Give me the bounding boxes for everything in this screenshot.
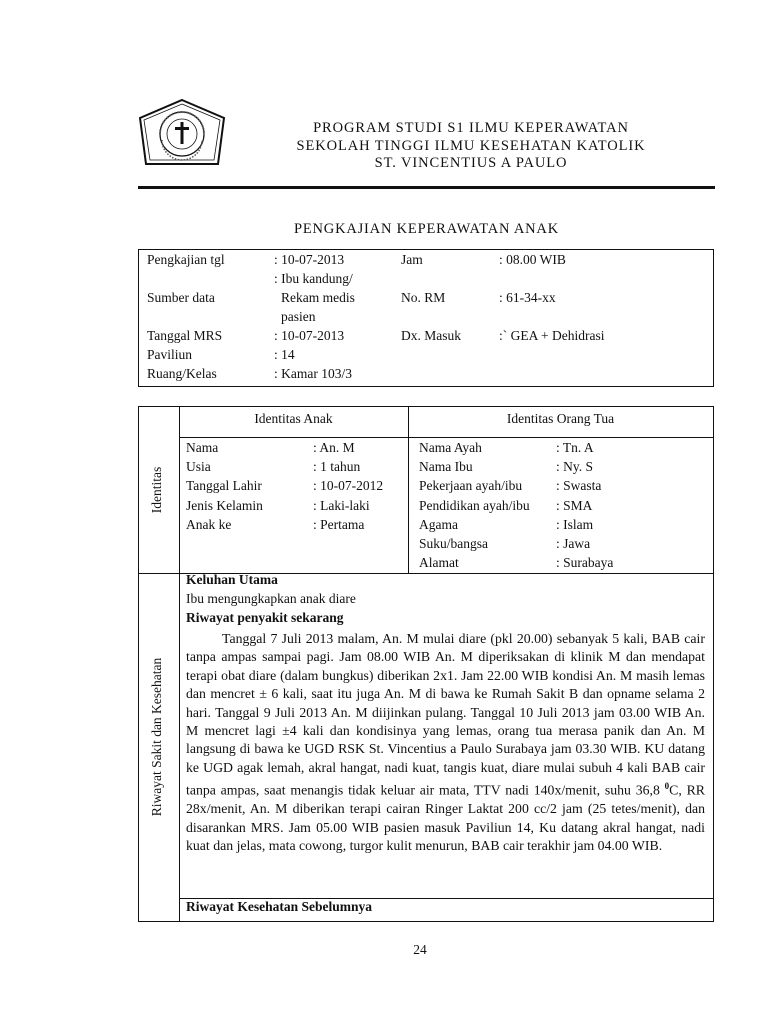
ortu-label-alamat: Alamat <box>419 555 459 570</box>
ortu-value-pendidikan: : SMA <box>556 498 593 513</box>
page-number: 24 <box>413 942 427 957</box>
ortu-value-nama-ibu: : Ny. S <box>556 459 594 474</box>
ortu-label-nama-ayah: Nama Ayah <box>419 440 482 455</box>
ortu-label-suku: Suku/bangsa <box>419 536 488 551</box>
header-rule <box>138 186 715 189</box>
paviliun-value: : 14 <box>274 347 295 362</box>
ortu-label-pendidikan: Pendidikan ayah/ibu <box>419 498 530 513</box>
sumber-value-3: pasien <box>281 309 316 324</box>
ortu-label-pekerjaan: Pekerjaan ayah/ibu <box>419 478 523 493</box>
anak-value-nama: : An. M <box>313 440 355 455</box>
sekarang-text-b: C, RR 28x/menit, An. M diberikan terapi cairan Ringer Laktat 200 cc/2 jam (25 tetes/menit), dan disarankan MRS. Jam 05.00 WIB pasien masuk Paviliun 14, Ku datang akral hangat, nadi kuat dan jelas, mata cowong, turgor kulit menurun, BAB cair terakhir jam 04.00 WIB. <box>186 782 705 854</box>
jam-value: : 08.00 WIB <box>499 252 566 267</box>
dx-label: Dx. Masuk <box>401 328 461 343</box>
sebelumnya-heading: Riwayat Kesehatan Sebelumnya <box>186 899 373 914</box>
keluhan-heading: Keluhan Utama <box>186 572 278 587</box>
keluhan-text: Ibu mengungkapkan anak diare <box>186 591 356 606</box>
sekarang-heading: Riwayat penyakit sekarang <box>186 610 344 625</box>
ruang-label: Ruang/Kelas <box>147 366 217 381</box>
ortu-value-pekerjaan: : Swasta <box>556 478 602 493</box>
anak-label-usia: Usia <box>186 459 211 474</box>
ortu-value-suku: : Jawa <box>556 536 591 551</box>
riwayat-side-label: Riwayat Sakit dan Kesehatan <box>149 657 164 817</box>
form-title: PENGKAJIAN KEPERAWATAN ANAK <box>294 221 559 237</box>
anak-ortu-divider <box>408 407 409 573</box>
degree-superscript: 0 <box>664 781 670 792</box>
identitas-side-label: Identitas <box>149 466 164 514</box>
anak-value-anak-ke: : Pertama <box>313 517 365 532</box>
pengkajian-value: : 10-07-2013 <box>274 252 345 267</box>
ortu-label-agama: Agama <box>419 517 458 532</box>
sumber-value-2: Rekam medis <box>281 290 355 305</box>
side-column-divider <box>179 407 180 921</box>
anak-value-tanggal-lahir: : 10-07-2012 <box>313 478 384 493</box>
ruang-value: : Kamar 103/3 <box>274 366 352 381</box>
sekarang-text-a: Tanggal 7 Juli 2013 malam, An. M mulai diare (pkl 20.00) sebanyak 5 kali, BAB cair tanpa ampas sampai pagi. Jam 08.00 WIB An. M diperiksakan di klinik M dan mendapat terapi obat diare (dalam bungkus) diberikan 2x1. Jam 22.00 WIB kondisi An. M masih lemas dan mencret ± 6 kali, saat itu juga An. M di bawa ke Rumah Sakit B dan opname selama 2 hari. Tanggal 9 Juli 2013 An. M diijinkan pulang. Tanggal 10 Juli 2013 jam 03.00 WIB An. M mencret lagi ±4 kali dan kondisinya yang lemas, orang tua merasa panik dan An. M langsung di bawa ke UGD RSK St. Vincentius a Paulo Surabaya jam 03.30 WIB. KU datang ke UGD agak lemah, akral hangat, nadi kuat, tangis kuat, diare mulai subuh 4 kali BAB cair tanpa ampas, saat menangis tidak keluar air mata, TTV nadi 140x/menit, suhu 36,8 <box>186 631 705 798</box>
anak-label-nama: Nama <box>186 440 219 455</box>
paviliun-label: Paviliun <box>147 347 193 362</box>
norm-label: No. RM <box>401 290 446 305</box>
ortu-value-agama: : Islam <box>556 517 594 532</box>
sekarang-paragraph <box>186 630 705 855</box>
sumber-value-1: : Ibu kandung/ <box>274 271 353 286</box>
pengkajian-label: Pengkajian tgl <box>147 252 225 267</box>
header-line-1: PROGRAM STUDI S1 ILMU KEPERAWATAN <box>313 120 629 136</box>
jam-label: Jam <box>401 252 423 267</box>
ortu-label-nama-ibu: Nama Ibu <box>419 459 473 474</box>
header-line-3: ST. VINCENTIUS A PAULO <box>374 155 568 171</box>
anak-label-jenis-kelamin: Jenis Kelamin <box>186 498 263 513</box>
sumber-label: Sumber data <box>147 290 215 305</box>
norm-value: : 61-34-xx <box>499 290 556 305</box>
ortu-header: Identitas Orang Tua <box>506 411 615 426</box>
ortu-value-alamat: : Surabaya <box>556 555 614 570</box>
identitas-table <box>138 406 714 922</box>
anak-label-tanggal-lahir: Tanggal Lahir <box>186 478 262 493</box>
dx-value: :` GEA + Dehidrasi <box>499 328 605 343</box>
institution-logo <box>138 98 226 170</box>
anak-value-usia: : 1 tahun <box>313 459 361 474</box>
mrs-value: : 10-07-2013 <box>274 328 345 343</box>
anak-label-anak-ke: Anak ke <box>186 517 232 532</box>
anak-header: Identitas Anak <box>254 411 333 426</box>
header-line-2: SEKOLAH TINGGI ILMU KESEHATAN KATOLIK <box>296 138 646 154</box>
mrs-label: Tanggal MRS <box>147 328 223 343</box>
anak-value-jenis-kelamin: : Laki-laki <box>313 498 370 513</box>
info-box <box>138 249 714 387</box>
ortu-value-nama-ayah: : Tn. A <box>556 440 594 455</box>
